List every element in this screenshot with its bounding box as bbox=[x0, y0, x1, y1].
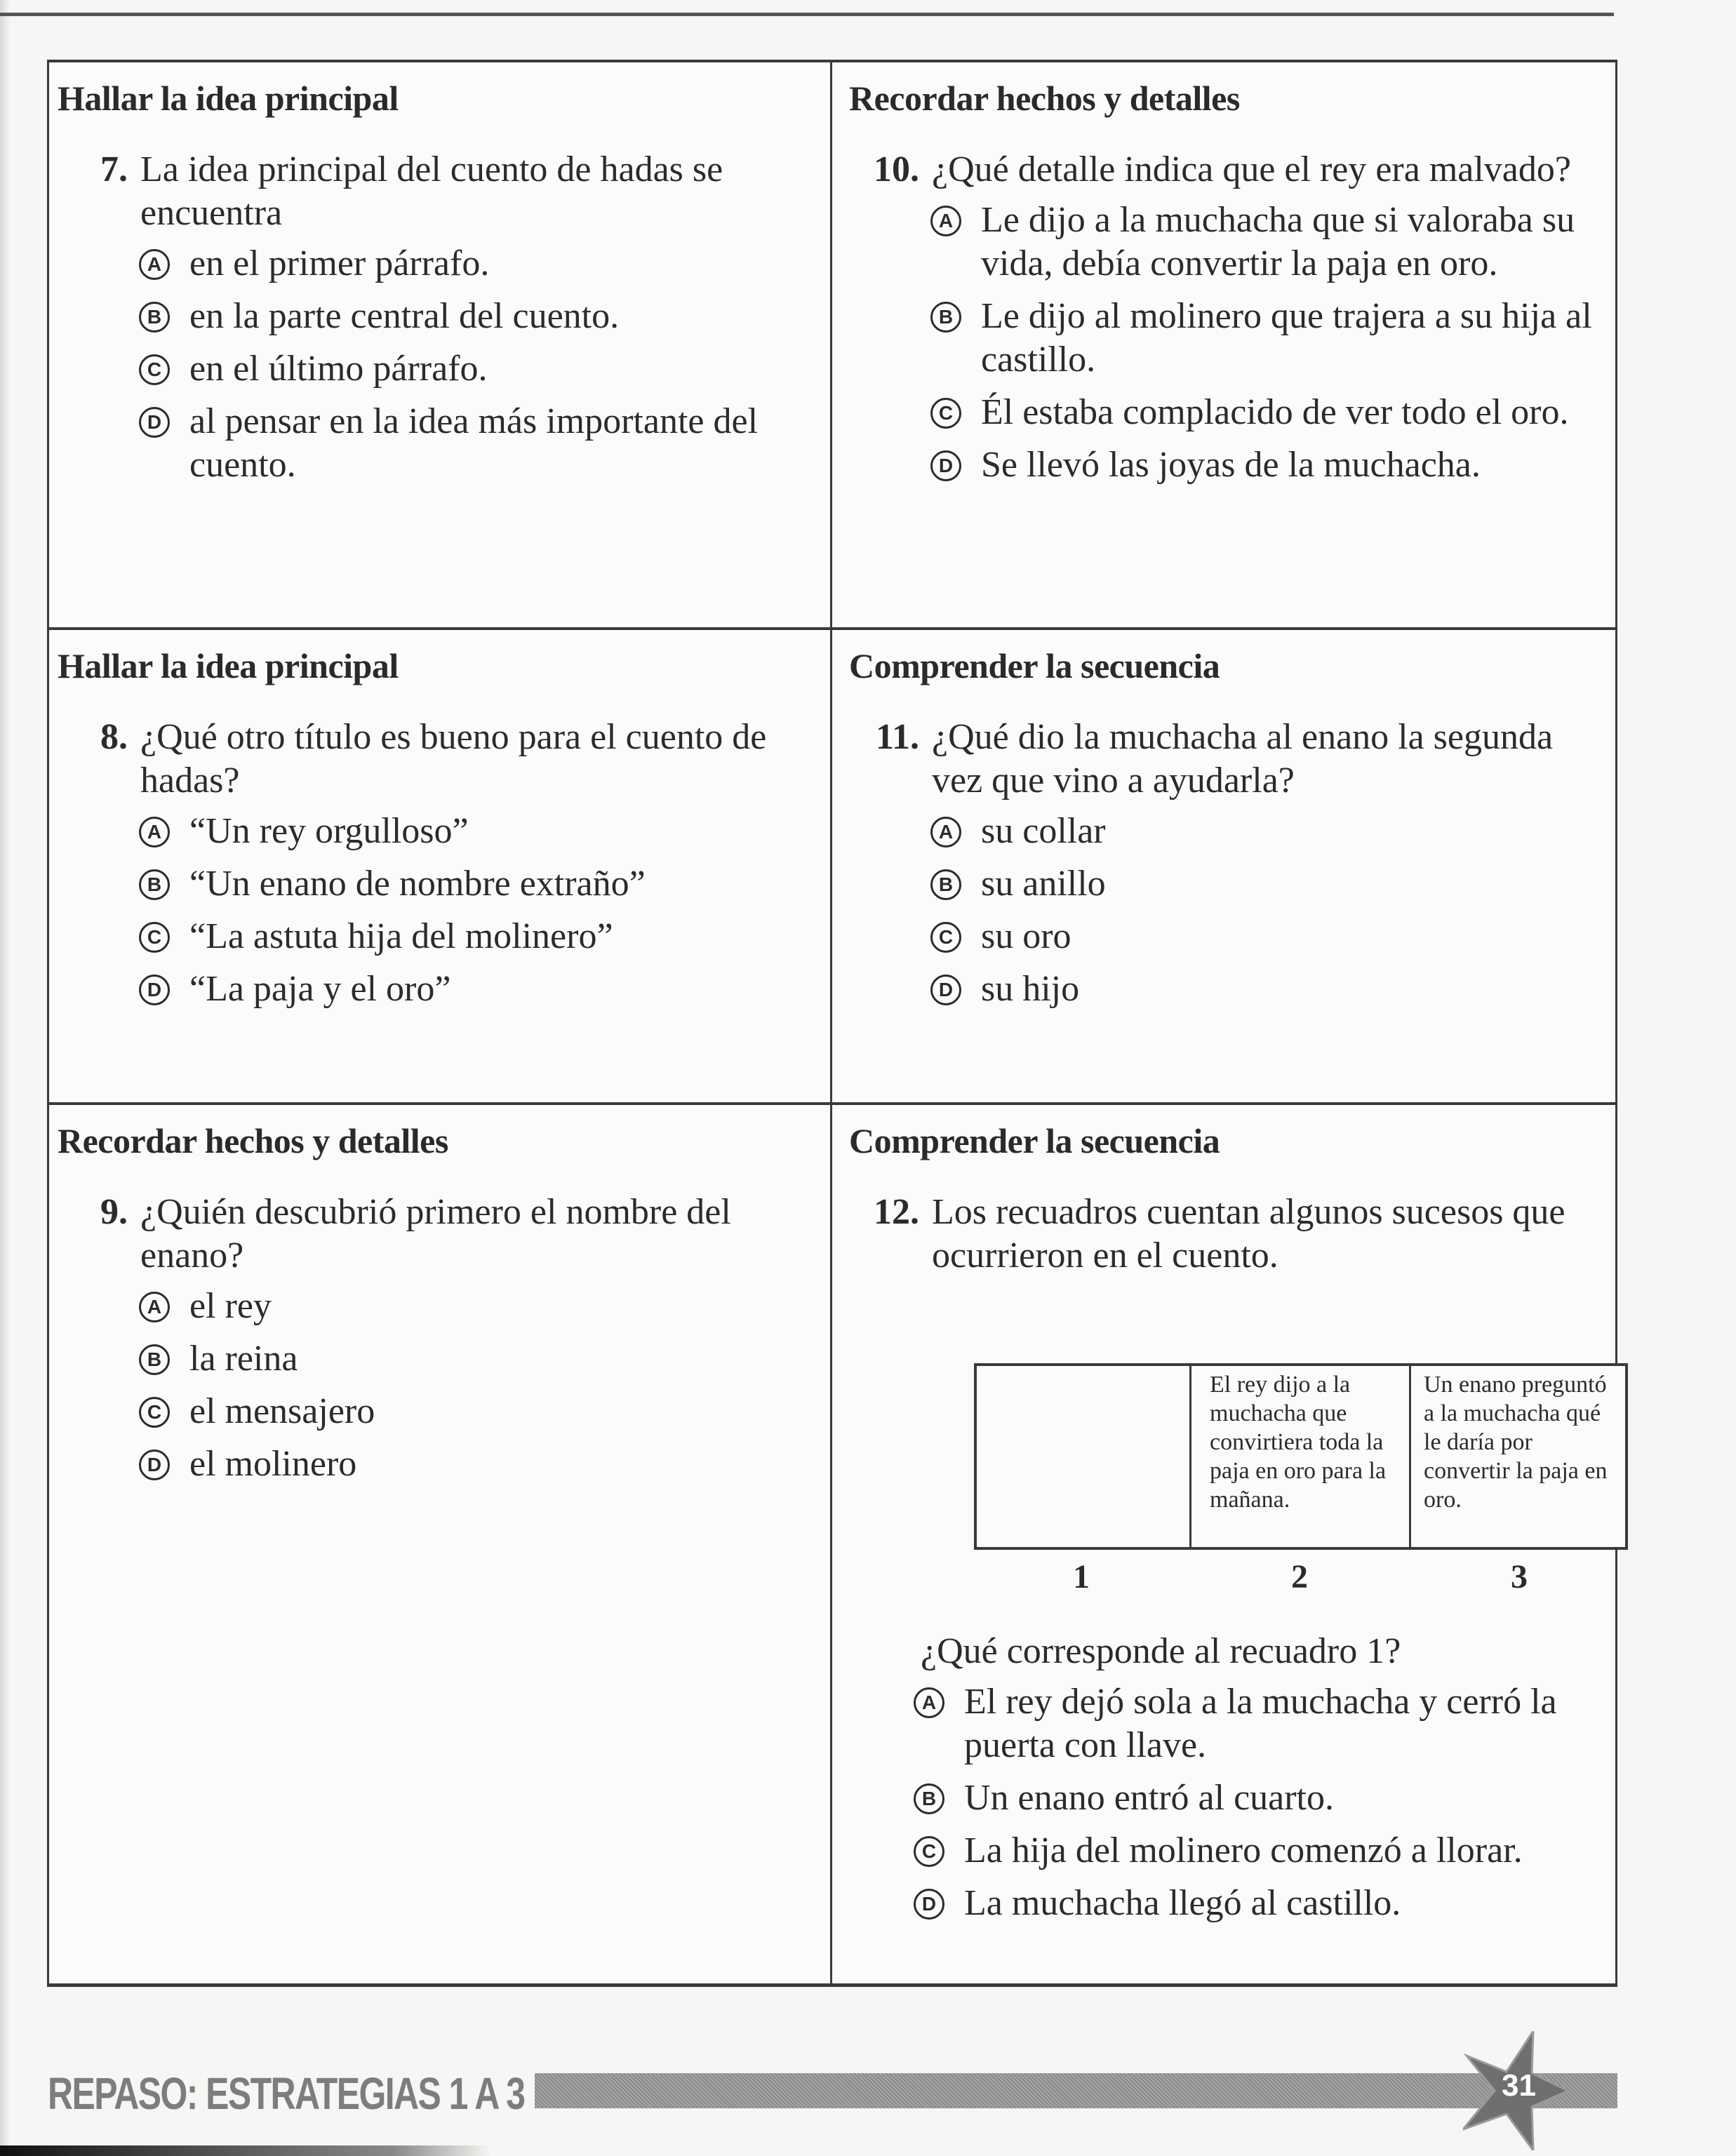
option-c[interactable] bbox=[919, 915, 1615, 958]
option-text: la reina bbox=[189, 1339, 298, 1379]
option-b[interactable] bbox=[128, 295, 830, 338]
section-heading: Hallar la idea principal bbox=[58, 79, 399, 118]
footer-title: REPASO: ESTRATEGIAS 1 A 3 bbox=[48, 2068, 525, 2119]
answer-bubble-icon[interactable]: C bbox=[139, 1397, 170, 1428]
sequence-box-labels bbox=[974, 1558, 1628, 1596]
option-c[interactable] bbox=[128, 347, 830, 391]
sequence-box-3: Un enano preguntó a la muchacha qué le daría por convertir la paja en oro. bbox=[1424, 1372, 1608, 1513]
question-text: ¿Quién descubrió primero el nombre del enano? bbox=[140, 1192, 731, 1275]
option-text: La muchacha llegó al castillo. bbox=[964, 1883, 1401, 1923]
option-d[interactable] bbox=[919, 443, 1615, 487]
sequence-label-2: 2 bbox=[1291, 1558, 1308, 1595]
option-text: Le dijo a la muchacha que si valoraba su vida, debía convertir la paja en oro. bbox=[981, 200, 1575, 283]
option-text: Le dijo al molinero que trajera a su hija al castillo. bbox=[981, 296, 1592, 380]
answer-bubble-icon[interactable]: A bbox=[139, 1292, 170, 1323]
section-heading: Comprender la secuencia bbox=[849, 646, 1220, 685]
top-rule bbox=[0, 13, 1614, 16]
answer-options bbox=[128, 242, 830, 487]
section-heading: Comprender la secuencia bbox=[849, 1121, 1220, 1160]
option-a[interactable] bbox=[919, 199, 1615, 286]
answer-bubble-icon[interactable]: A bbox=[930, 817, 961, 848]
option-text: Él estaba complacido de ver todo el oro. bbox=[981, 392, 1569, 432]
section-heading: Recordar hechos y detalles bbox=[849, 79, 1240, 118]
answer-options bbox=[128, 810, 830, 1011]
option-b[interactable] bbox=[919, 862, 1615, 906]
question-text: ¿Qué detalle indica que el rey era malvado? bbox=[932, 149, 1571, 189]
section-heading: Recordar hechos y detalles bbox=[58, 1121, 448, 1160]
scan-edge-shadow bbox=[0, 2145, 491, 2156]
option-a[interactable] bbox=[128, 242, 830, 286]
option-text: el mensajero bbox=[189, 1391, 375, 1431]
sequence-box-1 bbox=[977, 1366, 1191, 1547]
question-number: 8. bbox=[100, 717, 128, 757]
question-10-cell bbox=[832, 62, 1615, 627]
answer-options bbox=[128, 1285, 830, 1486]
answer-bubble-icon[interactable]: B bbox=[930, 302, 961, 333]
option-text: el molinero bbox=[189, 1444, 357, 1484]
question-text: Los recuadros cuentan algunos sucesos que ocurrieron en el cuento. bbox=[932, 1192, 1565, 1275]
option-a[interactable] bbox=[919, 810, 1615, 853]
option-d[interactable] bbox=[919, 967, 1615, 1011]
answer-bubble-icon[interactable]: B bbox=[930, 869, 961, 900]
option-text: en el último párrafo. bbox=[189, 349, 488, 389]
answer-bubble-icon[interactable]: D bbox=[139, 407, 170, 438]
sequence-label-1: 1 bbox=[1073, 1558, 1090, 1595]
scan-edge-shadow bbox=[0, 0, 10, 2156]
option-text: su oro bbox=[981, 916, 1071, 956]
option-text: La hija del molinero comenzó a llorar. bbox=[964, 1830, 1523, 1870]
question-number: 11. bbox=[875, 717, 919, 757]
answer-bubble-icon[interactable]: D bbox=[139, 975, 170, 1005]
question-12 bbox=[849, 1191, 1615, 1278]
answer-bubble-icon[interactable]: D bbox=[930, 450, 961, 481]
question-text: ¿Qué dio la muchacha al enano la segunda vez que vino a ayudarla? bbox=[932, 717, 1554, 801]
question-10 bbox=[849, 148, 1615, 192]
answer-options bbox=[919, 810, 1615, 1011]
answer-bubble-icon[interactable]: D bbox=[914, 1889, 944, 1920]
sub-question: ¿Qué corresponde al recuadro 1? bbox=[921, 1631, 1401, 1671]
option-b[interactable] bbox=[128, 862, 830, 906]
answer-bubble-icon[interactable]: A bbox=[139, 817, 170, 848]
answer-bubble-icon[interactable]: C bbox=[139, 922, 170, 953]
answer-bubble-icon[interactable]: C bbox=[930, 398, 961, 429]
answer-bubble-icon[interactable]: C bbox=[930, 922, 961, 953]
option-text: el rey bbox=[189, 1286, 272, 1326]
option-b[interactable] bbox=[128, 1337, 830, 1381]
answer-bubble-icon[interactable]: B bbox=[139, 869, 170, 900]
option-d[interactable] bbox=[128, 967, 830, 1011]
option-text: Se llevó las joyas de la muchacha. bbox=[981, 445, 1481, 485]
option-text: su anillo bbox=[981, 864, 1106, 904]
option-d[interactable] bbox=[902, 1882, 1601, 1925]
answer-options bbox=[902, 1680, 1601, 1934]
option-text: “Un enano de nombre extraño” bbox=[189, 864, 646, 904]
answer-options bbox=[919, 199, 1615, 487]
option-d[interactable] bbox=[128, 400, 830, 487]
page-number: 31 bbox=[1502, 2068, 1536, 2103]
option-a[interactable] bbox=[902, 1680, 1601, 1767]
answer-bubble-icon[interactable]: D bbox=[139, 1449, 170, 1480]
option-b[interactable] bbox=[902, 1776, 1601, 1820]
option-text: al pensar en la idea más importante del cuento. bbox=[189, 401, 759, 485]
option-a[interactable] bbox=[128, 810, 830, 853]
option-c[interactable] bbox=[128, 915, 830, 958]
option-c[interactable] bbox=[919, 391, 1615, 434]
answer-bubble-icon[interactable]: B bbox=[914, 1783, 944, 1814]
question-11-cell bbox=[832, 630, 1615, 1102]
question-7-cell bbox=[49, 62, 830, 627]
section-heading: Hallar la idea principal bbox=[58, 646, 399, 685]
option-text: en el primer párrafo. bbox=[189, 243, 490, 283]
sequence-box-2: El rey dijo a la muchacha que convirtiera toda la paja en oro para la mañana. bbox=[1191, 1366, 1411, 1547]
option-d[interactable] bbox=[128, 1442, 830, 1486]
question-text: La idea principal del cuento de hadas se encuentra bbox=[140, 149, 723, 233]
question-number: 10. bbox=[874, 149, 919, 189]
option-text: “La astuta hija del molinero” bbox=[189, 916, 613, 956]
question-12-cell bbox=[832, 1105, 1615, 1986]
answer-bubble-icon[interactable]: C bbox=[139, 354, 170, 385]
question-11 bbox=[849, 716, 1615, 803]
option-a[interactable] bbox=[128, 1285, 830, 1328]
option-text: Un enano entró al cuarto. bbox=[964, 1778, 1335, 1818]
option-text: su hijo bbox=[981, 969, 1080, 1009]
question-number: 12. bbox=[874, 1192, 919, 1232]
option-b[interactable] bbox=[919, 295, 1615, 382]
option-c[interactable] bbox=[902, 1829, 1601, 1873]
option-text: “Un rey orgulloso” bbox=[189, 811, 469, 851]
option-c[interactable] bbox=[128, 1390, 830, 1433]
answer-bubble-icon[interactable]: B bbox=[139, 1344, 170, 1375]
option-text: “La paja y el oro” bbox=[189, 969, 451, 1009]
option-text: El rey dejó sola a la muchacha y cerró la puerta con llave. bbox=[964, 1682, 1557, 1765]
question-number: 9. bbox=[100, 1192, 128, 1232]
option-text: su collar bbox=[981, 811, 1106, 851]
answer-bubble-icon[interactable]: D bbox=[930, 975, 961, 1005]
sequence-label-3: 3 bbox=[1511, 1558, 1528, 1595]
question-8 bbox=[58, 716, 830, 803]
question-8-cell bbox=[49, 630, 830, 1102]
question-9 bbox=[58, 1191, 830, 1278]
answer-bubble-icon[interactable]: A bbox=[139, 249, 170, 280]
question-grid bbox=[47, 60, 1617, 1987]
option-text: en la parte central del cuento. bbox=[189, 296, 620, 336]
answer-bubble-icon[interactable]: C bbox=[914, 1836, 944, 1867]
answer-bubble-icon[interactable]: A bbox=[930, 206, 961, 236]
question-9-cell bbox=[49, 1105, 830, 1986]
footer-bar bbox=[535, 2073, 1617, 2108]
question-7 bbox=[58, 148, 830, 235]
question-number: 7. bbox=[100, 149, 128, 189]
answer-bubble-icon[interactable]: B bbox=[139, 302, 170, 333]
question-text: ¿Qué otro título es bueno para el cuento de hadas? bbox=[140, 717, 767, 801]
sequence-boxes bbox=[974, 1363, 1628, 1550]
answer-bubble-icon[interactable]: A bbox=[914, 1687, 944, 1718]
